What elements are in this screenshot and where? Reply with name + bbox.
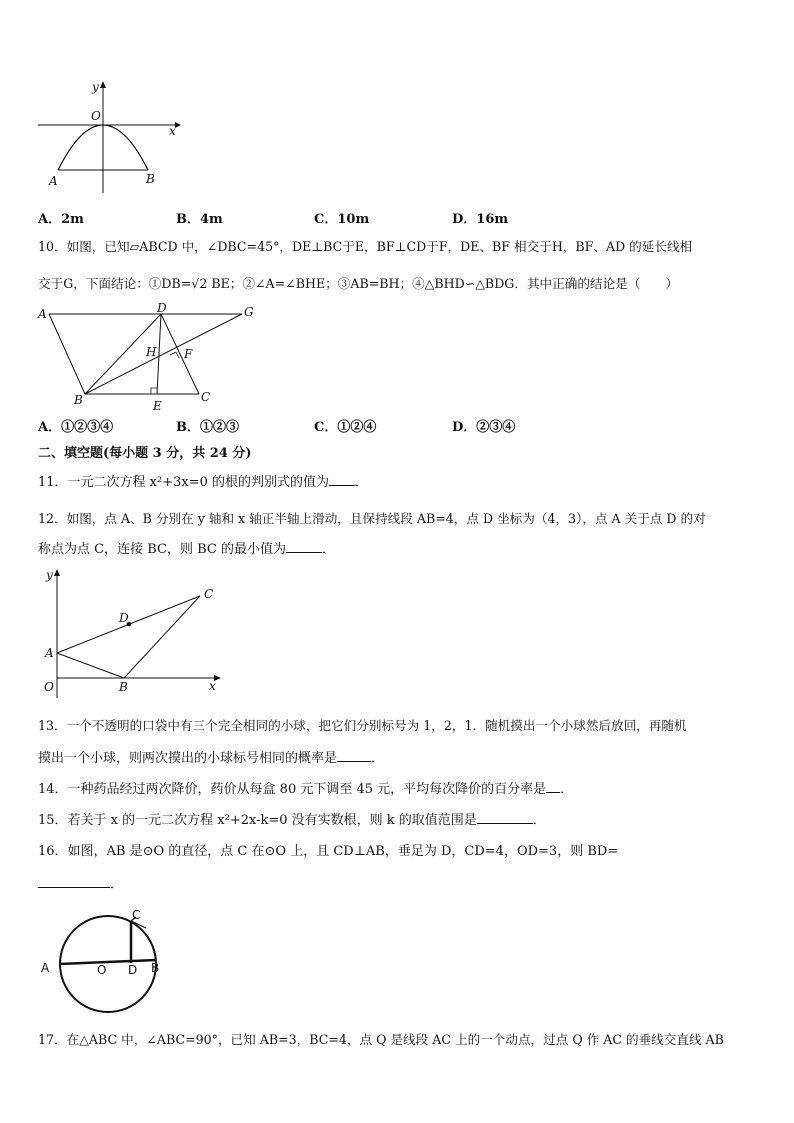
- label-b: B: [119, 680, 128, 694]
- q14-line: 14．一种药品经过两次降价，药价从每盒 80 元下调至 45 元，平均每次降价的百分率是 ．: [38, 782, 574, 797]
- coordinate-figure: [0, 560, 240, 700]
- label-d: D: [157, 301, 167, 315]
- q12-text: 称点为点 C，连接 BC，则 BC 的最小值为: [38, 542, 286, 557]
- answer-blank: [337, 749, 371, 762]
- q10-option-b: B．①②③: [176, 420, 239, 435]
- label-e: E: [153, 399, 162, 413]
- label-a: A: [45, 646, 54, 660]
- label-b: B: [151, 961, 160, 975]
- q11-line: 11．一元二次方程 x²+3x=0 的根的判别式的值为 ．: [38, 475, 369, 490]
- q11-text: 11．一元二次方程 x²+3x=0 的根的判别式的值为: [38, 475, 330, 490]
- q13-line-1: 13．一个不透明的口袋中有三个完全相同的小球，把它们分别标号为 1，2，1．随机摸出一个小球然后放回，再随机: [38, 718, 687, 733]
- label-g: G: [244, 305, 254, 319]
- circle-figure: [0, 900, 200, 1040]
- q10-option-d: D．②③④: [452, 420, 516, 435]
- label-h: H: [146, 345, 157, 359]
- q10-line-2: 交于G，下面结论：①DB=√2 BE；②∠A=∠BHE；③AB=BH；④△BHD∽△BDG．其中正确的结论是（ ）: [38, 276, 679, 291]
- q9-option-c: C．10m: [314, 212, 370, 227]
- label-d: D: [119, 611, 129, 625]
- label-o: O: [44, 680, 54, 694]
- q15-text: 15．若关于 x 的一元二次方程 x²+2x-k=0 没有实数根，则 k 的取值范围是: [38, 813, 477, 828]
- q16-line-2: ．: [38, 875, 123, 894]
- answer-blank: [38, 875, 110, 888]
- label-a: A: [38, 307, 47, 321]
- label-b: B: [74, 393, 83, 407]
- label-x: x: [169, 124, 176, 138]
- answer-blank: [329, 473, 355, 486]
- q12-line-2: 称点为点 C，连接 BC，则 BC 的最小值为 ．: [38, 542, 335, 557]
- q12-line-1: 12．如图，点 A、B 分别在 y 轴和 x 轴正半轴上滑动，且保持线段 AB=4，点 D 坐标为（4，3），点 A 关于点 D 的对: [38, 511, 706, 526]
- label-y: y: [46, 568, 53, 582]
- label-y: y: [92, 80, 99, 94]
- answer-blank: [546, 780, 560, 793]
- q17-line: 17．在△ABC 中，∠ABC=90°，已知 AB=3，BC=4，点 Q 是线段 AC 上的一个动点，过点 Q 作 AC 的垂线交直线 AB: [38, 1032, 724, 1047]
- parabola-figure: [0, 0, 200, 200]
- q10-line-1: 10．如图，已知▱ABCD 中，∠DBC=45°，DE⊥BC于E，BF⊥CD于F，DE、BF 相交于H，BF、AD 的延长线相: [38, 239, 693, 254]
- q13-line-2: 摸出一个小球，则两次摸出的小球标号相同的概率是 ．: [38, 751, 385, 766]
- section-heading: 二、填空题(每小题 3 分，共 24 分): [38, 446, 252, 461]
- parallelogram-figure: [0, 300, 280, 415]
- label-f: F: [184, 347, 193, 361]
- label-a: A: [41, 961, 50, 975]
- q14-text: 14．一种药品经过两次降价，药价从每盒 80 元下调至 45 元，平均每次降价的百分率是: [38, 782, 547, 797]
- q15-line: 15．若关于 x 的一元二次方程 x²+2x-k=0 没有实数根，则 k 的取值范围是 ．: [38, 813, 546, 828]
- label-b: B: [146, 172, 155, 186]
- label-c: C: [132, 908, 141, 922]
- answer-blank: [286, 540, 322, 553]
- label-a: A: [49, 174, 58, 188]
- answer-blank: [477, 811, 533, 824]
- q10-option-a: A．①②③④: [38, 420, 114, 435]
- label-c: C: [204, 587, 214, 601]
- label-o: O: [91, 109, 101, 123]
- label-o: O: [97, 963, 107, 977]
- q9-option-b: B．4m: [176, 212, 223, 227]
- q9-option-d: D．16m: [452, 212, 509, 227]
- q10-option-c: C．①②④: [314, 420, 377, 435]
- label-c: C: [201, 390, 211, 404]
- q16-line-1: 16．如图，AB 是⊙O 的直径，点 C 在⊙O 上，且 CD⊥AB，垂足为 D，CD=4，OD=3，则 BD=: [38, 844, 619, 859]
- q13-text: 摸出一个小球，则两次摸出的小球标号相同的概率是: [38, 751, 338, 766]
- label-x: x: [209, 679, 216, 693]
- label-d: D: [128, 963, 138, 977]
- q9-option-a: A．2m: [38, 212, 84, 227]
